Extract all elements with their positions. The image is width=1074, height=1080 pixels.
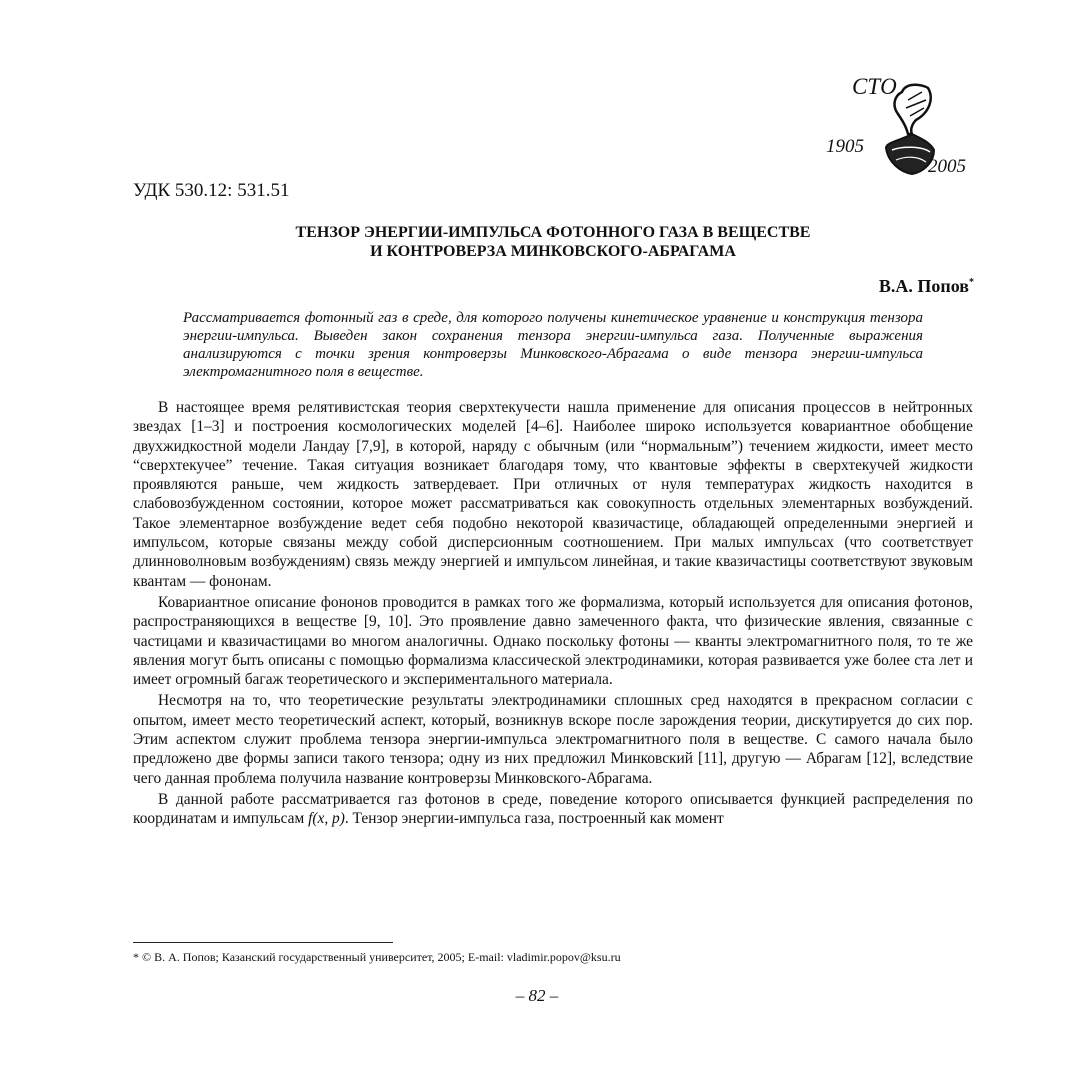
body-text bbox=[133, 398, 973, 831]
paragraph-text-after: . Тензор энергии-импульса газа, построенный как момент bbox=[344, 810, 724, 828]
distribution-function: f(x, p) bbox=[308, 810, 345, 828]
logo-year-end: 2005 bbox=[928, 156, 966, 177]
author-footnote-mark: * bbox=[969, 277, 974, 288]
paragraph: Ковариантное описание фононов проводится в рамках того же формализма, который используется для описания фотонов, распространяющихся в веществе [9, 10]. Это проявление давно замеченного факта, что физические явления, связанные с частицами и квазичастицами во многом аналогичны. Однако поскольку фотоны — кванты электромагнитного поля, то те же явления могут быть описаны с помощью формализма классической электродинамики, которая развивается уже более ста лет и имеет огромный багаж теоретического и экспериментального материала. bbox=[133, 593, 973, 689]
footnote-divider bbox=[133, 942, 393, 943]
title-line-2: И КОНТРОВЕРЗА МИНКОВСКОГО-АБРАГАМА bbox=[370, 243, 736, 260]
footnote: * © В. А. Попов; Казанский государственный университет, 2005; E-mail: vladimir.popov@ksu.ru bbox=[133, 950, 621, 964]
sto-logo bbox=[820, 70, 980, 185]
paper-title bbox=[133, 223, 973, 261]
udk-code: УДК 530.12: 531.51 bbox=[133, 180, 290, 201]
author bbox=[879, 276, 974, 297]
page-number: – 82 – bbox=[515, 986, 559, 1005]
paragraph: Несмотря на то, что теоретические результаты электродинамики сплошных сред находятся в прекрасном согласии с опытом, имеет место теоретический аспект, который, возникнув вскоре после зарождения теории, дискутируется до сих пор. Этим аспектом служит проблема тензора энергии-импульса электромагнитного поля в веществе. С самого начала было предложено две формы записи такого тензора; одну из них предложил Минковский [11], другую — Абрагам [12], вследствие чего данная проблема получила название контроверзы Минковского-Абрагама. bbox=[133, 692, 973, 787]
paragraph-text-before: В данной работе рассматривается газ фотонов в среде, поведение которого описывается функцией распределения по координатам и импульсам bbox=[133, 790, 973, 828]
logo-label: СТО bbox=[852, 74, 897, 99]
paragraph-last bbox=[133, 790, 973, 829]
paragraph: В настоящее время релятивистская теория сверхтекучести нашла применение для описания процессов в нейтронных звездах [1–3] и построения космологических моделей [4–6]. Наиболее широко используется ковариантное обобщение двухжидкостной модели Ландау [7,9], в которой, наряду с обычным (или “нормальным”) течением жидкости, имеет место “сверхтекучее” течение. Такая ситуация возникает благодаря тому, что квантовые эффекты в сверхтекучей жидкости проявляются раньше, чем жидкость затвердевает. При отличных от нуля температурах жидкость находится в слабовозбужденном состоянии, которое может рассматриваться как совокупность отдельных элементарных возбуждений. Такое элементарное возбуждение ведет себя подобно некоторой квазичастице, обладающей определенными энергией и импульсом, которые связаны между собой дисперсионным соотношением. При малых импульсах (что соответствует длинноволновым возбуждениям) связь между энергией и импульсом линейная, и такие квазичастицы соответствуют звуковым квантам — фононам. bbox=[133, 399, 973, 590]
logo-year-start: 1905 bbox=[826, 136, 864, 157]
title-line-1: ТЕНЗОР ЭНЕРГИИ-ИМПУЛЬСА ФОТОННОГО ГАЗА В ВЕЩЕСТВЕ bbox=[295, 224, 811, 241]
author-name: В.А. Попов bbox=[878, 276, 969, 296]
abstract: Рассматривается фотонный газ в среде, для которого получены кинетическое уравнение и конструкция тензора энергии-импульса. Выведен закон сохранения тензора энергии-импульса газа. Полученные выражения анализируются с точки зрения контроверзы Минковского-Абрагама о виде тензора энергии-импульса электромагнитного поля в веществе. bbox=[183, 310, 923, 380]
